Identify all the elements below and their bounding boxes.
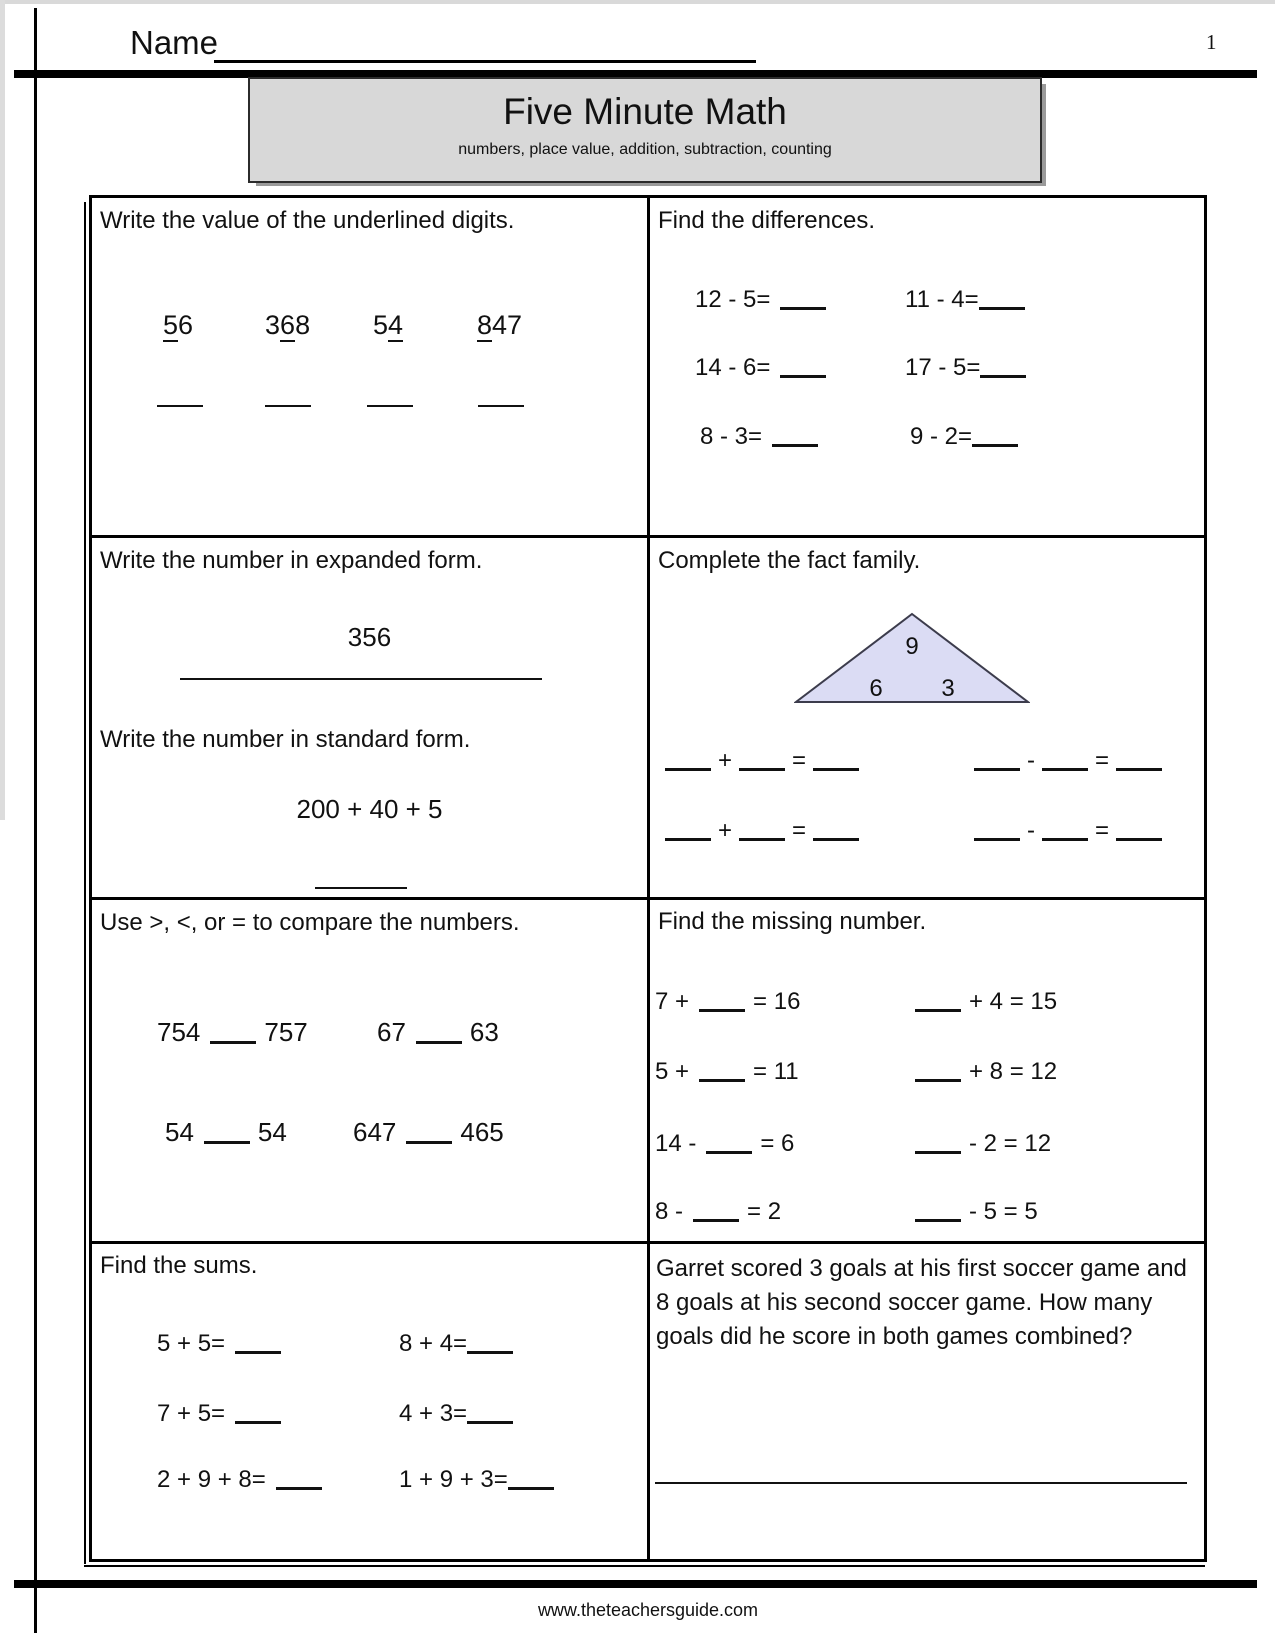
box-compare-numbers <box>92 900 650 1244</box>
problem-grid <box>89 195 1207 1562</box>
compare-pair <box>353 1117 504 1148</box>
box-fact-family <box>650 538 1204 900</box>
problem-text: = 16 <box>753 988 801 1015</box>
number-with-underlined-digit <box>477 310 522 341</box>
grid-shadow-left <box>84 202 86 1564</box>
answer-blank[interactable] <box>1042 816 1088 841</box>
addition-problem <box>399 1463 554 1494</box>
subtraction-fact-blanks <box>974 746 1162 775</box>
compare-number: 647 <box>353 1117 397 1147</box>
answer-blank[interactable] <box>406 1117 452 1144</box>
subtraction-problem <box>910 420 1018 451</box>
answer-blank[interactable] <box>367 405 413 407</box>
answer-blank[interactable] <box>665 816 711 841</box>
scan-edge-left <box>0 0 5 820</box>
compare-number: 63 <box>469 1017 499 1047</box>
answer-blank[interactable] <box>276 1463 322 1490</box>
box-word-problem <box>650 1244 1204 1559</box>
answer-blank[interactable] <box>739 816 785 841</box>
answer-blank[interactable] <box>315 887 407 889</box>
problem-text: 1 + 9 + 3= <box>399 1466 508 1493</box>
answer-blank[interactable] <box>235 1327 281 1354</box>
missing-number-problem <box>915 1127 1051 1158</box>
answer-blank[interactable] <box>699 985 745 1012</box>
answer-blank[interactable] <box>467 1397 513 1424</box>
compare-pair <box>157 1017 308 1048</box>
minus-operator: - <box>1027 747 1035 774</box>
problem-text: - 2 = 12 <box>969 1130 1052 1157</box>
equals-sign: = <box>792 747 807 774</box>
triangle-right-number: 3 <box>941 675 955 702</box>
answer-blank[interactable] <box>780 283 826 310</box>
problem-text: 11 - 4= <box>905 286 979 313</box>
answer-blank[interactable] <box>416 1017 462 1044</box>
missing-number-problem <box>655 1055 799 1086</box>
problem-text: 17 - 5= <box>905 354 981 381</box>
subtraction-fact-blanks <box>974 816 1162 845</box>
problem-text: 8 - 3= <box>700 423 763 450</box>
plus-operator: + <box>718 817 733 844</box>
footer-url: www.theteachersguide.com <box>537 1600 759 1620</box>
problem-text: 4 + 3= <box>399 1400 468 1427</box>
subtraction-problem <box>905 283 1025 314</box>
box-title: Find the sums. <box>100 1252 258 1279</box>
problem-text: 8 - <box>655 1198 684 1225</box>
problem-text: 5 + 5= <box>157 1330 226 1357</box>
box-title: Write the number in expanded form. <box>100 547 483 574</box>
word-problem-text: Garret scored 3 goals at his first soccer game and 8 goals at his second soccer game. How many goals did he score in both games combined? <box>656 1255 1187 1350</box>
problem-text: 7 + 5= <box>157 1400 226 1427</box>
digit-underlined: 5 <box>163 310 179 340</box>
box-differences <box>650 198 1204 538</box>
answer-blank[interactable] <box>972 420 1018 447</box>
box-title: Find the differences. <box>658 207 876 234</box>
digit-underlined: 4 <box>388 310 404 340</box>
answer-blank[interactable] <box>813 816 859 841</box>
answer-blank[interactable] <box>974 746 1020 771</box>
answer-blank[interactable] <box>665 746 711 771</box>
digit-plain: 6 <box>178 310 194 340</box>
triangle-left-number: 6 <box>869 675 883 702</box>
answer-blank[interactable] <box>204 1117 250 1144</box>
name-label: Name <box>130 24 219 61</box>
missing-number-problem <box>655 985 800 1016</box>
answer-blank[interactable] <box>706 1127 752 1154</box>
subtraction-problem <box>695 351 826 382</box>
addition-problem <box>157 1397 281 1428</box>
addition-problem <box>157 1327 281 1358</box>
addition-fact-blanks <box>665 746 859 775</box>
answer-blank[interactable] <box>508 1463 554 1490</box>
problem-text: 7 + <box>655 988 690 1015</box>
answer-blank[interactable] <box>1116 816 1162 841</box>
equals-sign: = <box>1095 747 1110 774</box>
box-title: Find the missing number. <box>658 908 927 935</box>
missing-number-problem <box>915 985 1057 1016</box>
minus-operator: - <box>1027 817 1035 844</box>
answer-blank[interactable] <box>180 678 542 680</box>
compare-number: 54 <box>165 1117 194 1147</box>
compare-number: 757 <box>264 1017 308 1047</box>
answer-blank[interactable] <box>915 1127 961 1154</box>
compare-pair <box>165 1117 287 1148</box>
answer-blank[interactable] <box>980 351 1026 378</box>
worksheet-title: Five Minute Math <box>503 91 787 132</box>
problem-text: - 5 = 5 <box>969 1198 1038 1225</box>
problem-text: + 8 = 12 <box>969 1058 1058 1085</box>
number-with-underlined-digit <box>163 310 193 341</box>
answer-blank[interactable] <box>478 405 524 407</box>
addition-fact-blanks <box>665 816 859 845</box>
page-number: 1 <box>1206 30 1217 54</box>
box-expanded-form <box>92 538 650 900</box>
grid-shadow-bottom <box>84 1565 1205 1567</box>
missing-number-problem <box>655 1195 781 1226</box>
number-with-underlined-digit <box>373 310 403 341</box>
digit-plain: 5 <box>373 310 389 340</box>
name-blank-line[interactable] <box>214 60 756 63</box>
plus-operator: + <box>718 747 733 774</box>
digit-underlined: 6 <box>280 310 296 340</box>
left-margin-rule <box>34 8 37 1633</box>
problem-text: = 6 <box>760 1130 795 1157</box>
worksheet-subtitle: numbers, place value, addition, subtraction, counting <box>458 141 832 158</box>
triangle-top-number: 9 <box>905 633 919 660</box>
digit-plain: 47 <box>492 310 523 340</box>
fact-family-triangle <box>794 612 1030 704</box>
compare-number: 465 <box>460 1117 504 1147</box>
answer-blank[interactable] <box>693 1195 739 1222</box>
problem-text: = 2 <box>747 1198 782 1225</box>
answer-blank[interactable] <box>1116 746 1162 771</box>
addition-problem <box>399 1397 513 1428</box>
box-underlined-digits <box>92 198 650 538</box>
scan-edge-top <box>0 0 1275 4</box>
box-title: Use >, <, or = to compare the numbers. <box>100 909 520 936</box>
missing-number-problem <box>915 1195 1038 1226</box>
subtraction-problem <box>905 351 1026 382</box>
compare-number: 754 <box>157 1017 201 1047</box>
box-missing-number <box>650 900 1204 1244</box>
compare-number: 54 <box>257 1117 287 1147</box>
number-to-expand: 356 <box>347 622 392 652</box>
problem-text: 12 - 5= <box>695 286 771 313</box>
problem-text: 9 - 2= <box>910 423 973 450</box>
problem-text: 8 + 4= <box>399 1330 468 1357</box>
digit-underlined: 8 <box>477 310 493 340</box>
problem-text: 14 - 6= <box>695 354 771 381</box>
box-title: Complete the fact family. <box>658 547 921 574</box>
digit-plain: 3 <box>265 310 281 340</box>
answer-blank[interactable] <box>699 1055 745 1082</box>
answer-blank[interactable] <box>974 816 1020 841</box>
number-with-underlined-digit <box>265 310 310 341</box>
equals-sign: = <box>792 817 807 844</box>
answer-blank[interactable] <box>772 420 818 447</box>
compare-pair <box>377 1017 499 1048</box>
answer-blank[interactable] <box>780 351 826 378</box>
answer-blank[interactable] <box>1042 746 1088 771</box>
problem-text: 14 - <box>655 1130 697 1157</box>
problem-text: + 4 = 15 <box>969 988 1058 1015</box>
answer-blank[interactable] <box>915 1195 961 1222</box>
box-subtitle: Write the number in standard form. <box>100 726 471 753</box>
worksheet-header <box>248 77 1042 183</box>
answer-blank[interactable] <box>157 405 203 407</box>
box-title: Write the value of the underlined digits. <box>100 207 515 234</box>
answer-blank[interactable] <box>265 405 311 407</box>
subtraction-problem <box>695 283 826 314</box>
answer-blank[interactable] <box>813 746 859 771</box>
digit-plain: 8 <box>295 310 311 340</box>
answer-blank[interactable] <box>210 1017 256 1044</box>
missing-number-problem <box>655 1127 794 1158</box>
answer-blank[interactable] <box>655 1482 1187 1484</box>
problem-text: = 11 <box>753 1058 799 1085</box>
missing-number-problem <box>915 1055 1057 1086</box>
answer-blank[interactable] <box>739 746 785 771</box>
addition-problem <box>157 1463 322 1494</box>
equals-sign: = <box>1095 817 1110 844</box>
box-sums <box>92 1244 650 1559</box>
expanded-expression: 200 + 40 + 5 <box>296 794 443 824</box>
answer-blank[interactable] <box>979 283 1025 310</box>
answer-blank[interactable] <box>915 1055 961 1082</box>
compare-number: 67 <box>377 1017 406 1047</box>
answer-blank[interactable] <box>235 1397 281 1424</box>
problem-text: 5 + <box>655 1058 690 1085</box>
answer-blank[interactable] <box>915 985 961 1012</box>
problem-text: 2 + 9 + 8= <box>157 1466 266 1493</box>
bottom-divider-bar <box>14 1580 1257 1588</box>
answer-blank[interactable] <box>467 1327 513 1354</box>
addition-problem <box>399 1327 513 1358</box>
subtraction-problem <box>700 420 818 451</box>
